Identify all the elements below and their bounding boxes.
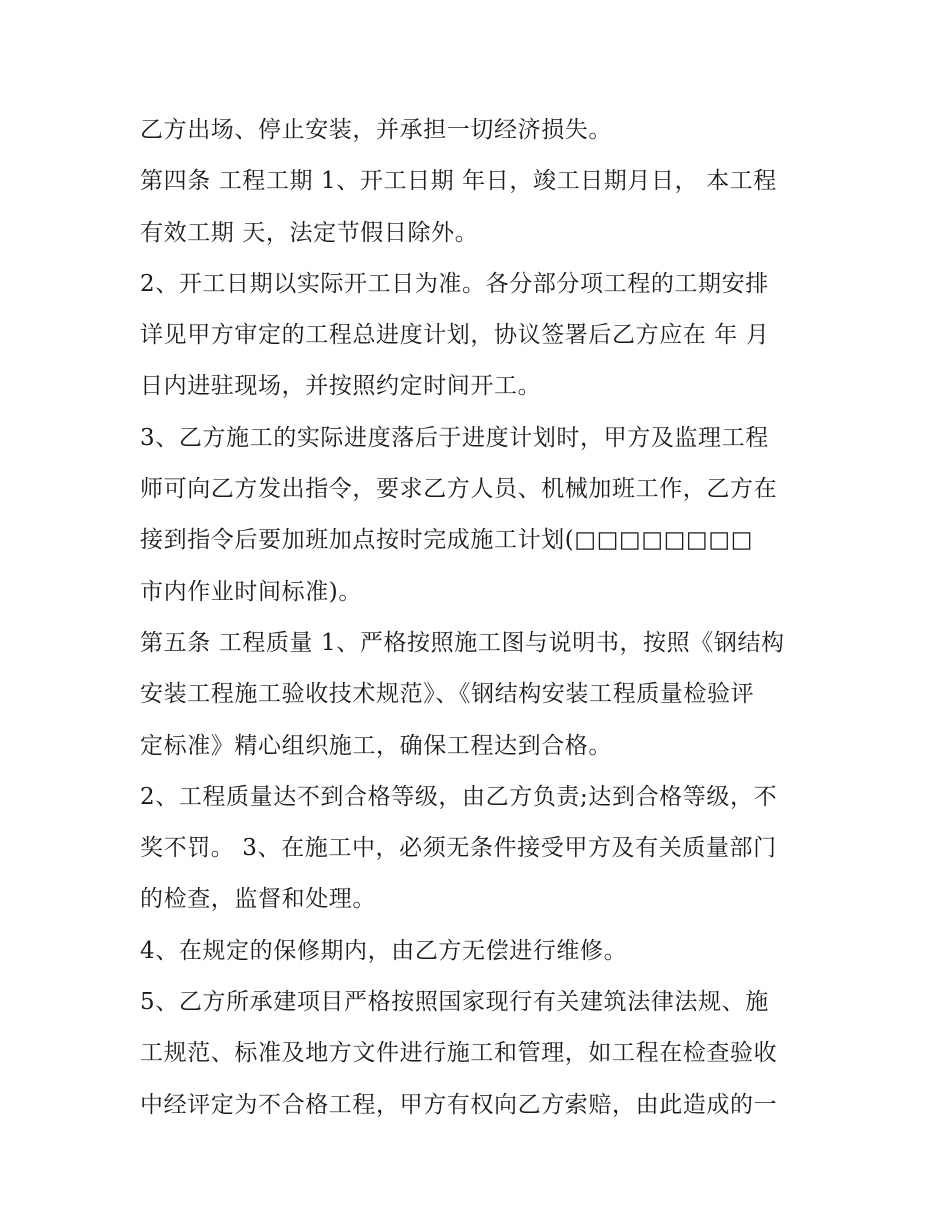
text-line: 师可向乙方发出指令，要求乙方人员、机械加班工作，乙方在 xyxy=(140,476,778,503)
text-line: 2、开工日期以实际开工日为准。各分部分项工程的工期安排 xyxy=(140,270,769,297)
text-line: 市内作业时间标准)。 xyxy=(140,578,362,605)
text-line: 2、工程质量达不到合格等级，由乙方负责;达到合格等级，不 xyxy=(140,783,778,810)
text-line: 第五条 工程质量 1、严格按照施工图与说明书，按照《钢结构 xyxy=(140,629,785,656)
text-line: 中经评定为不合格工程，甲方有权向乙方索赔，由此造成的一 xyxy=(140,1091,778,1118)
text-line: 4、在规定的保修期内，由乙方无偿进行维修。 xyxy=(140,937,628,964)
text-line: 定标准》精心组织施工，确保工程达到合格。 xyxy=(140,732,612,759)
text-line: 的检查，监督和处理。 xyxy=(140,886,376,913)
text-line: 有效工期 天，法定节假日除外。 xyxy=(140,219,479,246)
text-line: 安装工程施工验收技术规范》、《钢结构安装工程质量检验评 xyxy=(140,681,755,708)
text-line: 第四条 工程工期 1、开工日期 年日，竣工日期月日， 本工程 xyxy=(140,168,777,195)
text-line: 乙方出场、停止安装，并承担一切经济损失。 xyxy=(140,117,612,143)
text-line: 奖不罚。 3、在施工中，必须无条件接受甲方及有关质量部门 xyxy=(140,835,777,862)
text-line: 详见甲方审定的工程总进度计划，协议签署后乙方应在 年 月 xyxy=(140,322,770,349)
text-line: 接到指令后要加班加点按时完成施工计划(□□□□□□□□ xyxy=(140,527,754,554)
text-line: 3、乙方施工的实际进度落后于进度计划时，甲方及监理工程 xyxy=(140,424,769,451)
text-line: 日内进驻现场，并按照约定时间开工。 xyxy=(140,373,542,400)
document-body xyxy=(140,108,830,1134)
text-line: 工规范、标准及地方文件进行施工和管理，如工程在检查验收 xyxy=(140,1040,778,1067)
text-line: 5、乙方所承建项目严格按照国家现行有关建筑法律法规、施 xyxy=(140,989,769,1016)
